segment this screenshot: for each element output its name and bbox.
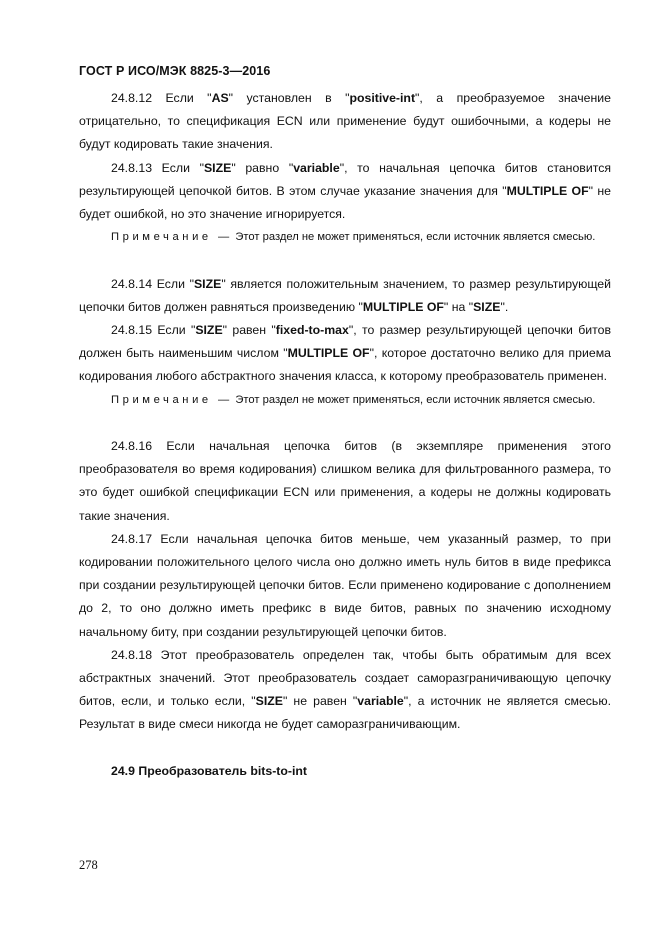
text: 24.8.14 Если " [111,276,194,291]
text: ", а источник не является смесью. Результат в виде смеси никогда не будет саморазграничивающим. [79,694,611,732]
note-text: Этот раздел не может применяться, если источник является смесью. [235,231,596,244]
keyword-size: SIZE [193,276,222,291]
section-heading: 24.9 Преобразователь bits-to-int [111,763,308,778]
keyword-multiple-of: MULTIPLE OF [287,346,370,361]
paragraph-24-8-13 [79,157,611,227]
keyword-size: SIZE [195,323,223,338]
paragraph-24-8-17: 24.8.17 Если начальная цепочка битов меньше, чем указанный размер, то при кодировании положительного целого числа оно должно иметь нуль битов в виде префикса при создании результирующей цепочки битов. Если применено кодирование с дополнением до 2, то оно должно иметь префикс в виде битов, равных по значению исходному начальному биту, при создании результирующей цепочки битов. [79,531,611,639]
text: 24.8.18 Этот преобразователь определен так, чтобы быть обратимым для всех абстрактных значений. Этот преобразователь создает саморазграничивающую цепочку битов, если, и только если, " [79,647,611,709]
text: 24.8.12 Если " [111,91,212,105]
page-number: 278 [79,858,98,872]
note-dash: — [217,231,230,244]
standard-header: ГОСТ Р ИСО/МЭК 8825-3—2016 [79,64,271,78]
text: ", то начальная цепочка битов становится результирующей цепочкой битов. В этом случае указание значения для " [79,160,612,198]
keyword-variable: variable [293,160,340,175]
keyword-variable: variable [357,694,404,709]
text: " не равен " [283,694,358,709]
keyword-size: SIZE [203,160,232,175]
text: ". [500,299,509,314]
text: " установлен в " [228,91,350,105]
text: ", то размер результирующей цепочки битов должен быть наименьшим числом " [79,323,612,361]
text: " не будет ошибкой, но это значение игнорируется. [79,183,611,222]
text: " равно " [231,160,294,175]
note-1 [79,226,611,249]
text: 24.8.13 Если " [111,160,204,175]
text: " равен " [222,323,276,338]
paragraph-24-8-14 [79,273,611,319]
keyword-multiple-of: MULTIPLE OF [362,299,444,314]
text: ", которое достаточно велико для приема кодирования любого абстрактного значения класса, к которому преобразователь применен. [79,346,612,384]
paragraph-24-8-15 [79,319,611,389]
note-label: Примечание [111,393,212,406]
keyword-positive-int: positive-int [349,91,416,105]
paragraph-24-8-18 [79,644,611,737]
spacer [79,412,611,435]
paragraph-24-8-12 [79,87,611,157]
keyword-multiple-of: MULTIPLE OF [506,183,589,198]
keyword-fixed-to-max: fixed-to-max [275,323,349,338]
text: " является положительным значением, то размер результирующей цепочки битов должен равняться произведению " [79,276,612,314]
note-dash: — [217,393,230,406]
spacer [79,249,611,272]
keyword-as: AS [211,91,229,105]
keyword-size: SIZE [473,299,501,314]
text: 24.8.15 Если " [111,323,196,338]
spacer [79,737,611,760]
text: " на " [443,299,474,314]
note-text: Этот раздел не может применяться, если источник является смесью. [235,393,596,406]
paragraph-24-8-16: 24.8.16 Если начальная цепочка битов (в экземпляре применения этого преобразователя во время кодирования) слишком велика для фильтрованного размера, то это будет ошибкой спецификации ECN или применения, а кодеры не должны кодировать такие значения. [79,439,611,523]
text: ", а преобразуемое значение отрицательно, то спецификация ECN или применение будут ошибочными, а кодеры не будут кодировать такие значения. [79,91,611,152]
document-body [79,87,611,783]
note-2 [79,389,611,412]
keyword-size: SIZE [255,694,283,709]
note-label: Примечание [111,231,212,244]
